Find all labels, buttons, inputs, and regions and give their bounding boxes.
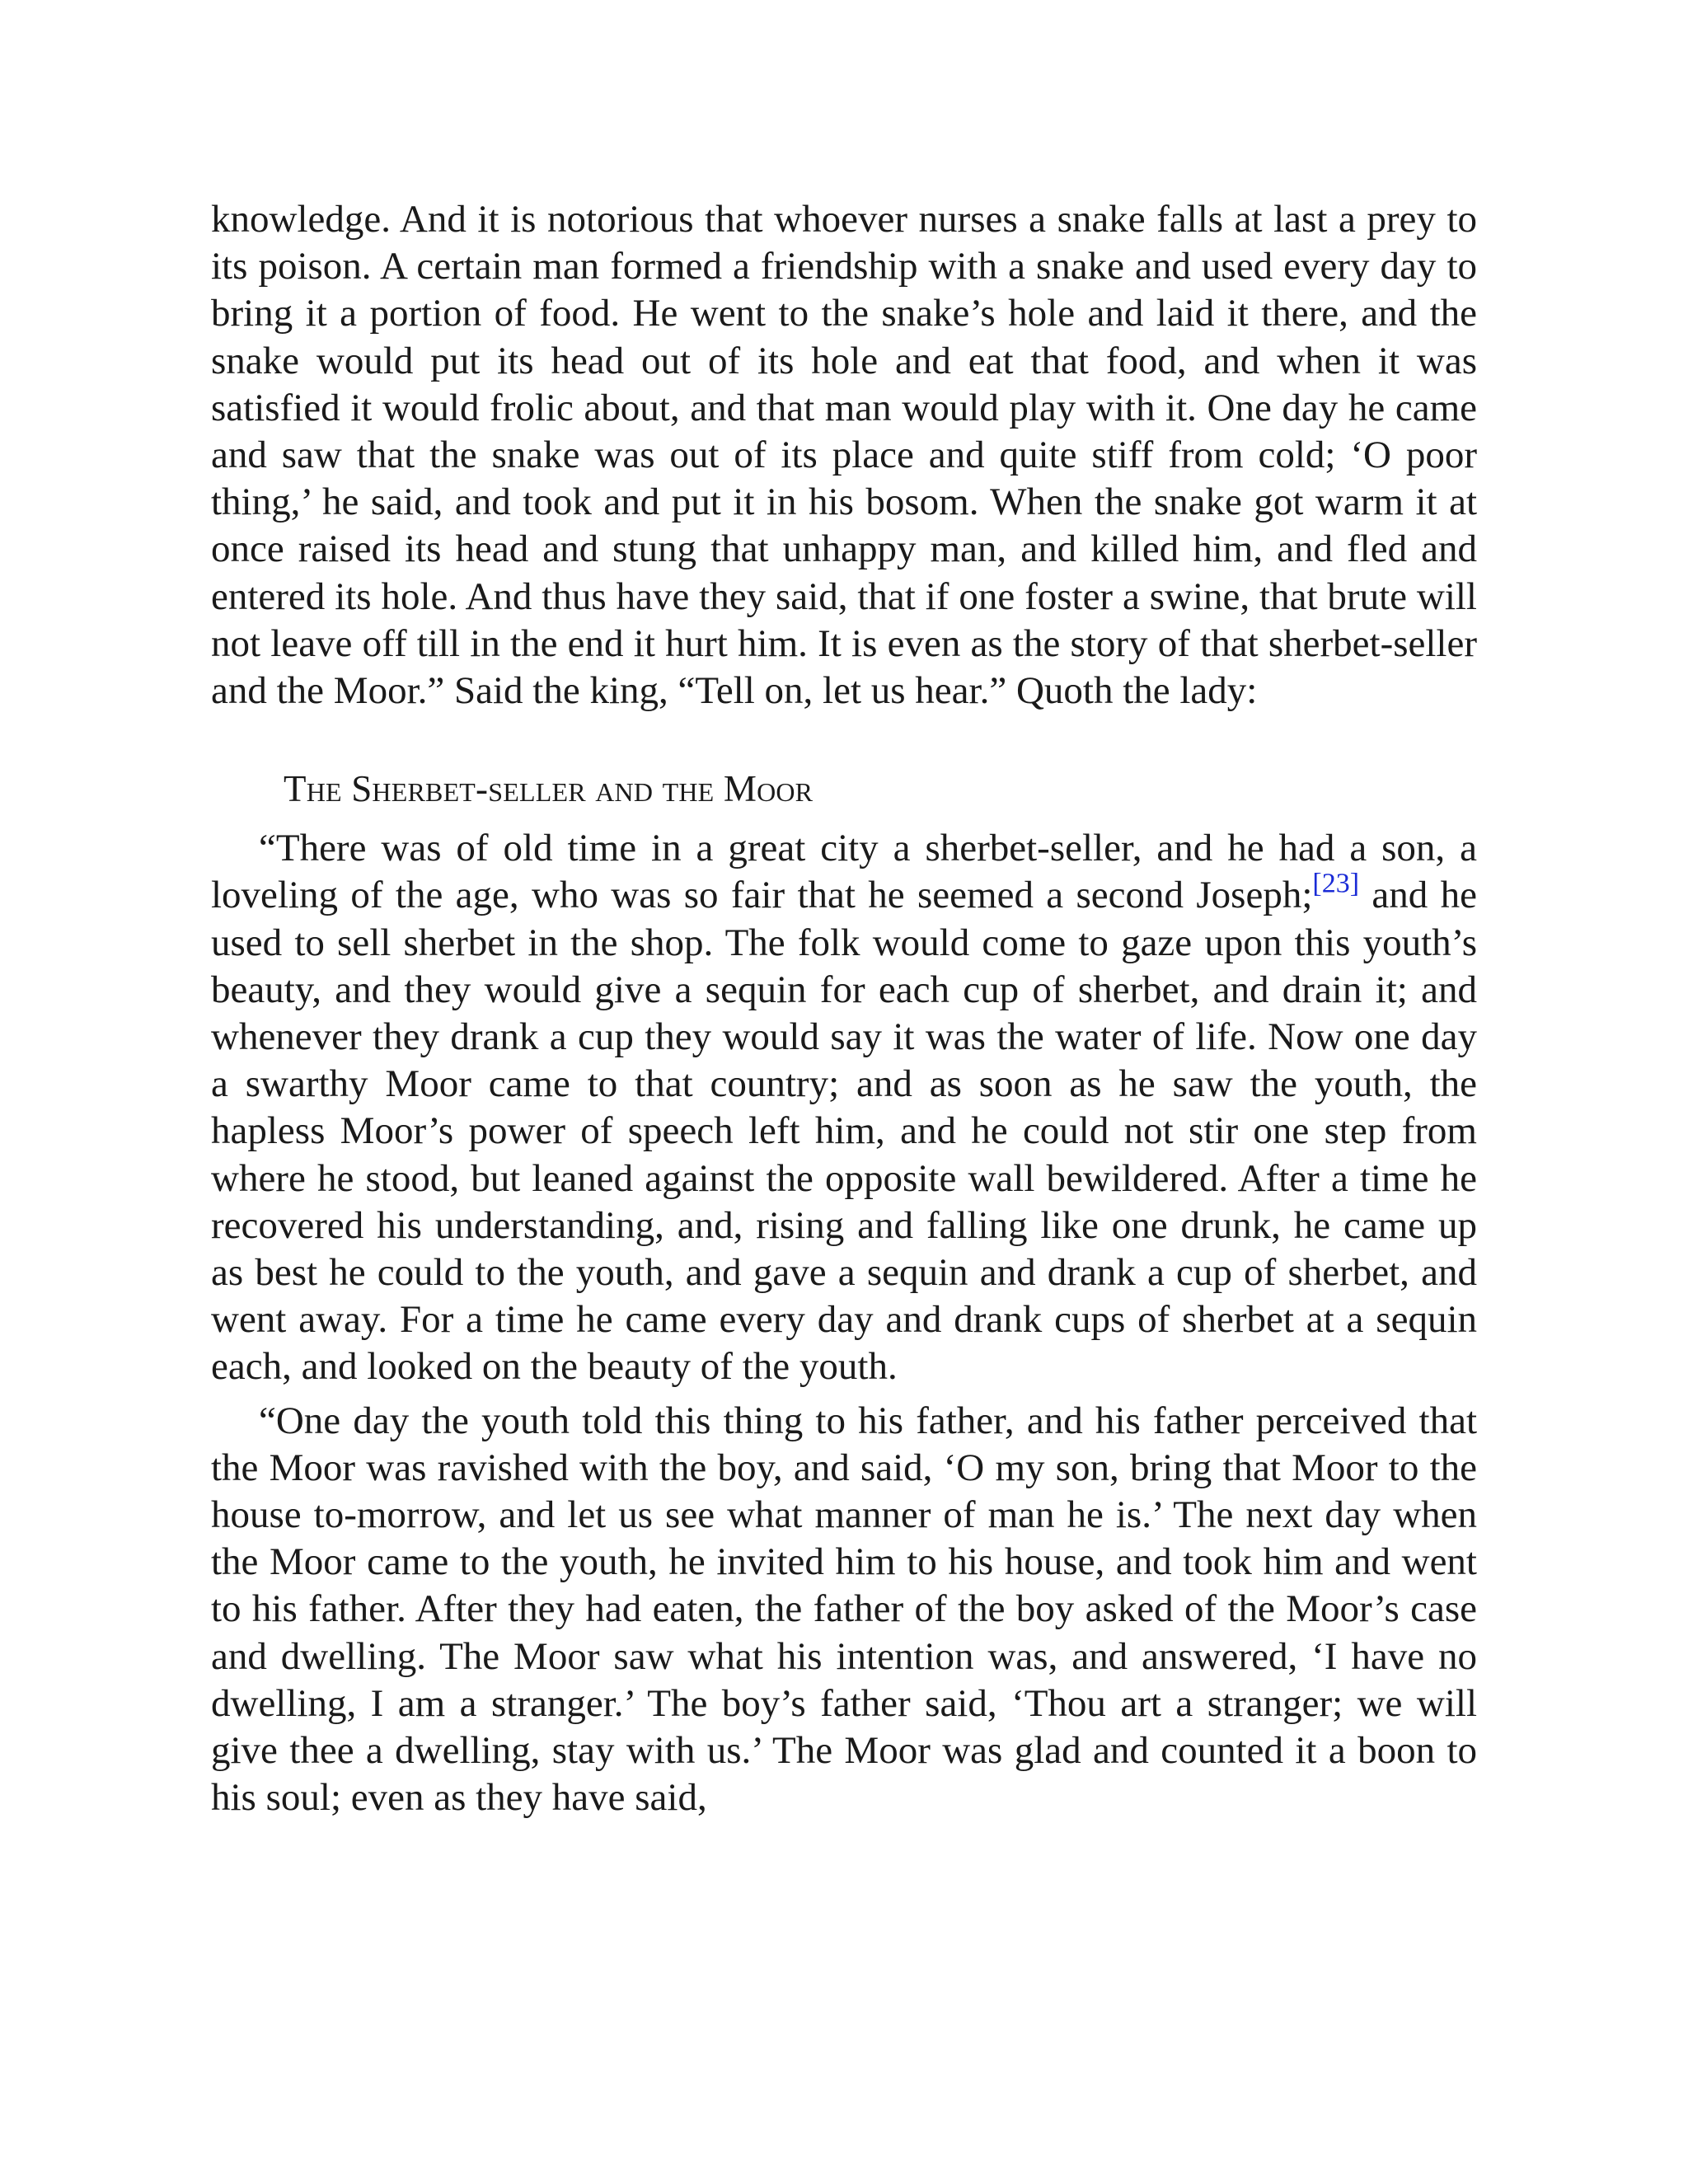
footnote-link[interactable]: [23] <box>1312 868 1360 899</box>
paragraph-text-before-footnote: “There was of old time in a great city a sherbet-seller, and he had a son, a loveling of the age, who was so fair that he seemed a second Joseph; <box>211 827 1477 917</box>
paragraph-sherbet-seller <box>211 825 1477 1390</box>
section-heading: The Sherbet-seller and the Moor <box>284 768 814 810</box>
paragraph-text-after-footnote: and he used to sell sherbet in the shop. The folk would come to gaze upon this youth’s beauty, and they would give a sequin for each cup of sherbet, and drain it; and whenever they drank a cup they would say it was the water of life. Now one day a swarthy Moor came to that country; and as soon as he saw the youth, the hapless Moor’s power of speech left him, and he could not stir one step from where he stood, but leaned against the opposite wall bewildered. After a time he recovered his understanding, and, rising and falling like one drunk, he came up as best he could to the youth, and gave a sequin and drank a cup of sherbet, and went away. For a time he came every day and drank cups of sherbet at a sequin each, and looked on the beauty of the youth. <box>211 874 1477 1389</box>
paragraph-snake-story: knowledge. And it is notorious that whoever nurses a snake falls at last a prey to its poison. A certain man formed a friendship with a snake and used every day to bring it a portion of food. He went to the snake’s hole and laid it there, and the snake would put its head out of its hole and eat that food, and when it was satisfied it would frolic about, and that man would play with it. One day he came and saw that the snake was out of its place and quite stiff from cold; ‘O poor thing,’ he said, and took and put it in his bosom. When the snake got warm it at once raised its head and stung that unhappy man, and killed him, and fled and entered its hole. And thus have they said, that if one foster a swine, that brute will not leave off till in the end it hurt him. It is even as the story of that sherbet-seller and the Moor.” Said the king, “Tell on, let us hear.” Quoth the lady: <box>211 198 1477 713</box>
paragraph-father-invites-moor: “One day the youth told this thing to his father, and his father perceived that the Moor was ravished with the boy, and said, ‘O my son, bring that Moor to the house to-morrow, and let us see what manner of man he is.’ The next day when the Moor came to the youth, he invited him to his house, and took him and went to his father. After they had eaten, the father of the boy asked of the Moor’s case and dwelling. The Moor saw what his intention was, and answered, ‘I have no dwelling, I am a stranger.’ The boy’s father said, ‘Thou art a stranger; we will give thee a dwelling, stay with us.’ The Moor was glad and counted it a boon to his soul; even as they have said, <box>211 1399 1477 1820</box>
page-body <box>211 196 1477 1822</box>
